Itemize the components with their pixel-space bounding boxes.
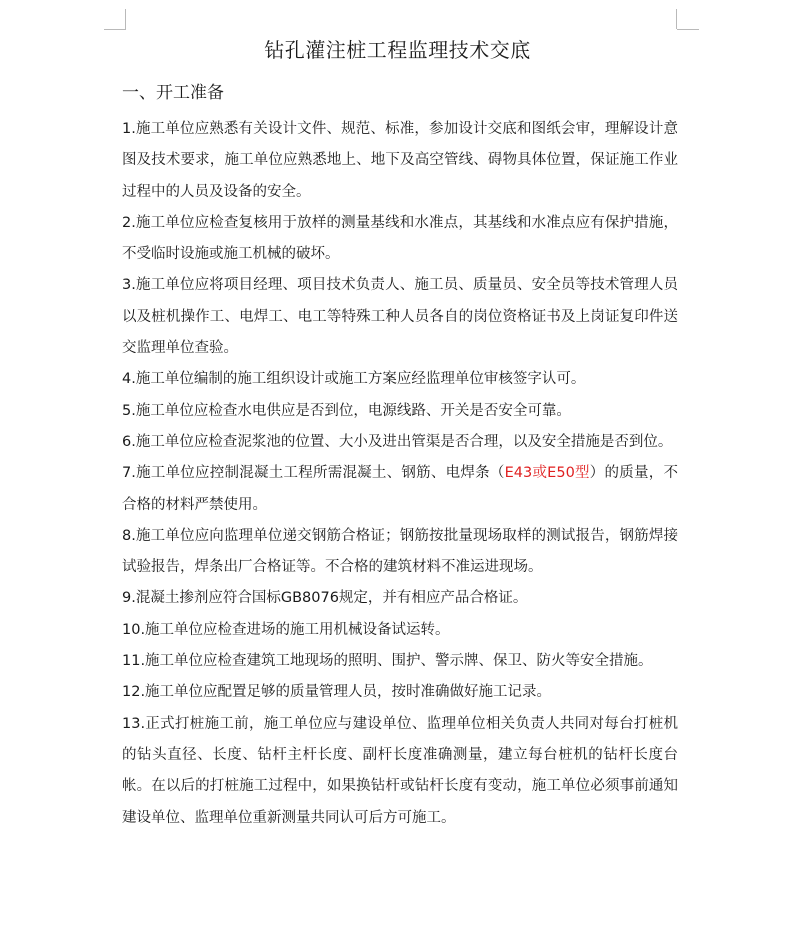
paragraph-12: 12.施工单位应配置足够的质量管理人员，按时准确做好施工记录。	[122, 684, 552, 701]
document-body	[122, 114, 678, 834]
paragraph-1: 1.施工单位应熟悉有关设计文件、规范、标准，参加设计交底和图纸会审，理解设计意图及技术要求，施工单位应熟悉地上、地下及高空管线、碍物具体位置，保证施工作业过程中的人员及设备的安全。	[122, 121, 678, 200]
paragraph-13: 13.正式打桩施工前，施工单位应与建设单位、监理单位相关负责人共同对每台打桩机的钻头直径、长度、钻杆主杆长度、副杆长度准确测量，建立每台桩机的钻杆长度台帐。在以后的打桩施工过程中，如果换钻杆或钻杆长度有变动，施工单位必须事前通知建设单位、监理单位重新测量共同认可后方可施工。	[122, 715, 678, 826]
paragraph-5: 5.施工单位应检查水电供应是否到位，电源线路、开关是否安全可靠。	[122, 402, 571, 419]
section-heading: 一、开工准备	[122, 83, 224, 103]
paragraph-7-highlight: E43或E50型	[504, 465, 590, 482]
paragraph-7-text-after: ）的质量，不合格的材料严禁使用。	[122, 465, 678, 513]
margin-corner-mark-right	[676, 9, 677, 29]
paragraph-7	[122, 458, 678, 521]
paragraph-7-text-before: 7.施工单位应控制混凝土工程所需混凝土、钢筋、电焊条（	[122, 465, 505, 482]
paragraph-8: 8.施工单位应向监理单位递交钢筋合格证；钢筋按批量现场取样的测试报告，钢筋焊接试验报告，焊条出厂合格证等。不合格的建筑材料不准运进现场。	[122, 527, 678, 576]
margin-corner-mark-left	[125, 9, 126, 29]
document-title: 钻孔灌注桩工程监理技术交底	[264, 38, 531, 62]
paragraph-2: 2.施工单位应检查复核用于放样的测量基线和水准点，其基线和水准点应有保护措施，不受临时设施或施工机械的破坏。	[122, 214, 678, 263]
paragraph-4: 4.施工单位编制的施工组织设计或施工方案应经监理单位审核签字认可。	[122, 371, 586, 388]
paragraph-6: 6.施工单位应检查泥浆池的位置、大小及进出管渠是否合理，以及安全措施是否到位。	[122, 433, 673, 450]
paragraph-3: 3.施工单位应将项目经理、项目技术负责人、施工员、质量员、安全员等技术管理人员以及桩机操作工、电焊工、电工等特殊工种人员各自的岗位资格证书及上岗证复印件送交监理单位查验。	[122, 277, 678, 357]
paragraph-10: 10.施工单位应检查进场的施工用机械设备试运转。	[122, 621, 450, 638]
paragraph-9: 9.混凝土掺剂应符合国标GB8076规定，并有相应产品合格证。	[122, 590, 528, 607]
paragraph-11: 11.施工单位应检查建筑工地现场的照明、围护、警示牌、保卫、防火等安全措施。	[122, 653, 653, 670]
